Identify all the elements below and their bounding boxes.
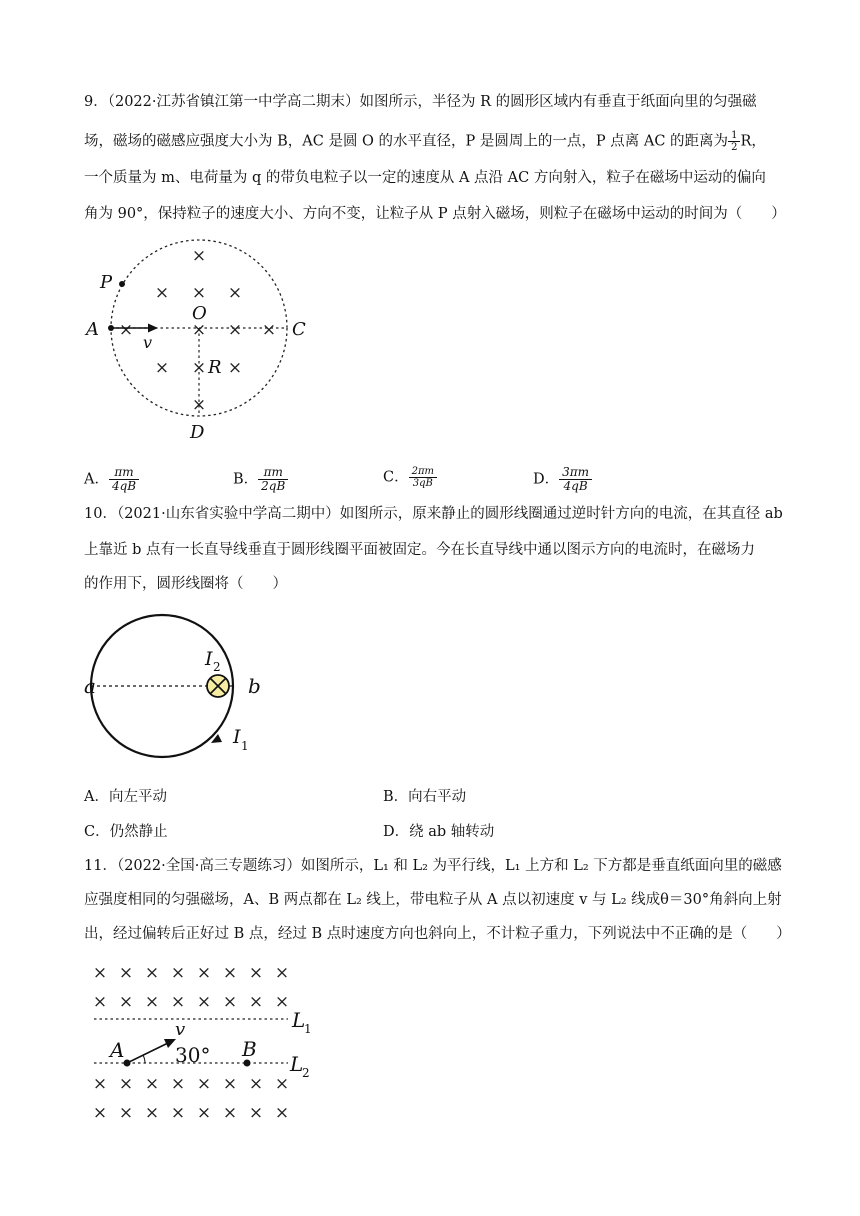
q11-label-L2: L <box>290 1052 304 1076</box>
q9-option-b-label: B． <box>233 471 259 488</box>
q11-cross: × <box>274 992 290 1012</box>
q9-option-d-fraction <box>559 466 592 493</box>
q9-cross: × <box>154 283 170 303</box>
q10-option-c-text: 仍然静止 <box>109 824 168 840</box>
q10-option-d-label: D． <box>383 824 410 840</box>
q11-cross: × <box>118 1103 134 1123</box>
q9-line-4: 角为 90°，保持粒子的速度大小、方向不变，让粒子从 P 点射入磁场，则粒子在磁场中运动的时间为（ ） <box>84 206 786 222</box>
q9-half-denominator: 2 <box>731 142 738 153</box>
q10-option-a-text: 向左平动 <box>108 789 167 805</box>
q10-label-I2-sub: 2 <box>213 660 221 674</box>
q11-cross: × <box>92 1103 108 1123</box>
q9-cross: × <box>191 246 207 266</box>
q10-line-3: 的作用下，圆形线圈将（ ） <box>84 576 287 592</box>
q9-line-2 <box>84 130 766 153</box>
q9-label-R: R <box>208 357 222 378</box>
q11-cross: × <box>196 992 212 1012</box>
q11-label-B: B <box>242 1037 257 1061</box>
q9-option-d-numerator: 3πm <box>559 466 592 480</box>
q11-line-3: 出，经过偏转后正好过 B 点，经过 B 点时速度方向也斜向上，不计粒子重力，下列说法中不正确的是（ ） <box>84 926 791 942</box>
q11-cross: × <box>248 963 264 983</box>
q11-cross: × <box>274 963 290 983</box>
q9-cross: × <box>227 358 243 378</box>
q10-label-a: a <box>84 674 96 698</box>
q9-half-numerator: 1 <box>728 130 740 142</box>
q11-line-2: 应强度相同的匀强磁场，A、B 两点都在 L₂ 线上，带电粒子从 A 点以初速度 v 与 L₂ 线成θ＝30°角斜向上射 <box>84 892 782 908</box>
q9-label-C: C <box>292 319 306 340</box>
q11-label-L1: L <box>292 1008 306 1032</box>
q10-label-I1: I <box>233 726 241 748</box>
q11-cross: × <box>170 1074 186 1094</box>
q9-option-a-denominator: 4qB <box>111 479 137 493</box>
q11-cross: × <box>196 1103 212 1123</box>
q10-option-b[interactable] <box>383 787 466 807</box>
q9-cross: × <box>191 358 207 378</box>
q11-velocity-arrow <box>127 1043 168 1063</box>
q11-cross: × <box>118 1074 134 1094</box>
q9-fraction-half <box>728 130 740 153</box>
q11-cross: × <box>170 963 186 983</box>
q10-option-d-text: 绕 ab 轴转动 <box>409 824 495 840</box>
q9-cross: × <box>227 320 243 340</box>
q10-line-1: 10．（2021·山东省实验中学高二期中）如图所示，原来静止的圆形线圈通过逆时针方向的电流，在其直径 ab <box>84 506 783 522</box>
q9-cross: × <box>261 320 277 340</box>
q11-crosses-top <box>93 963 289 1012</box>
q11-label-L2-sub: 2 <box>302 1066 310 1080</box>
q11-angle-arc <box>143 1055 145 1063</box>
q11-cross: × <box>144 1074 160 1094</box>
q11-cross: × <box>144 963 160 983</box>
q11-cross: × <box>118 992 134 1012</box>
q9-figure <box>80 230 320 445</box>
q10-option-a-label: A． <box>84 789 109 805</box>
q9-cross: × <box>227 283 243 303</box>
q9-velocity-arrowhead <box>148 324 158 333</box>
q9-label-A: A <box>86 319 99 340</box>
q9-option-d-label: D． <box>533 471 560 488</box>
q9-line-3: 一个质量为 m、电荷量为 q 的带负电粒子以一定的速度从 A 点沿 AC 方向射入，粒子在磁场中运动的偏向 <box>84 170 766 186</box>
q9-label-D: D <box>190 422 205 443</box>
q9-cross: × <box>118 320 134 340</box>
q11-cross: × <box>222 1103 238 1123</box>
q10-line-2: 上靠近 b 点有一长直导线垂直于圆形线圈平面被固定。今在长直导线中通以图示方向的电流时，在磁场力 <box>84 542 755 558</box>
q10-option-d[interactable] <box>383 822 494 842</box>
q10-label-I1-sub: 1 <box>241 739 249 753</box>
q9-field-crosses <box>119 246 276 415</box>
q9-option-c-fraction <box>409 466 437 489</box>
q11-cross: × <box>170 992 186 1012</box>
q9-cross: × <box>191 320 207 340</box>
q10-option-a[interactable] <box>84 787 167 807</box>
q11-label-L1-sub: 1 <box>304 1022 312 1036</box>
q11-cross: × <box>170 1103 186 1123</box>
q10-option-b-text: 向右平动 <box>408 789 467 805</box>
q9-option-b-fraction <box>258 466 288 493</box>
q9-label-v: v <box>143 333 153 352</box>
q11-cross: × <box>118 963 134 983</box>
q11-cross: × <box>274 1103 290 1123</box>
q9-option-a-label: A． <box>84 471 109 488</box>
q11-cross: × <box>222 963 238 983</box>
q11-cross: × <box>92 1074 108 1094</box>
q11-cross: × <box>248 1103 264 1123</box>
q9-cross: × <box>154 358 170 378</box>
q11-cross: × <box>144 1103 160 1123</box>
q9-option-b[interactable] <box>233 466 288 493</box>
q9-option-a-fraction <box>109 466 139 493</box>
q11-cross: × <box>196 1074 212 1094</box>
q9-line-2b: R， <box>740 133 766 150</box>
q11-cross: × <box>144 992 160 1012</box>
q11-cross: × <box>92 963 108 983</box>
q9-option-c-denominator: 3qB <box>412 478 433 489</box>
q9-label-O: O <box>192 303 207 324</box>
q11-line-1: 11．（2022·全国·高三专题练习）如图所示，L₁ 和 L₂ 为平行线，L₁ 上方和 L₂ 下方都是垂直纸面向里的磁感 <box>84 858 782 874</box>
q9-option-c-label: C． <box>383 469 409 486</box>
q11-point-A <box>124 1060 131 1067</box>
q9-option-c[interactable] <box>383 466 437 489</box>
q10-label-I2: I <box>205 648 213 670</box>
q9-point-P <box>119 281 125 287</box>
q11-cross: × <box>248 992 264 1012</box>
q11-cross: × <box>222 1074 238 1094</box>
q9-label-P: P <box>100 272 113 293</box>
q10-label-b: b <box>248 674 261 698</box>
q10-option-c[interactable] <box>84 822 168 842</box>
q9-option-a[interactable] <box>84 466 139 493</box>
q9-line-1: 9．（2022·江苏省镇江第一中学高二期末）如图所示，半径为 R 的圆形区域内有垂直于纸面向里的匀强磁 <box>84 94 757 110</box>
q11-cross: × <box>92 992 108 1012</box>
q9-option-c-numerator: 2πm <box>409 466 437 478</box>
q9-option-b-denominator: 2qB <box>261 479 286 493</box>
q9-option-d-denominator: 4qB <box>563 479 588 493</box>
q9-cross: × <box>191 283 207 303</box>
q10-figure <box>80 610 280 760</box>
q11-cross: × <box>222 992 238 1012</box>
q11-figure <box>80 955 340 1165</box>
q11-label-angle: 30° <box>175 1043 211 1067</box>
q9-line-2a: 场，磁场的磁感应强度大小为 B，AC 是圆 O 的水平直径，P 是圆周上的一点，P 点离 AC 的距离为 <box>84 133 729 150</box>
q11-crosses-bottom <box>93 1074 289 1123</box>
q11-label-v: v <box>175 1019 186 1040</box>
q11-label-A: A <box>110 1038 125 1062</box>
q9-option-b-numerator: πm <box>258 466 288 480</box>
q11-cross: × <box>274 1074 290 1094</box>
q9-option-a-numerator: πm <box>109 466 139 480</box>
q10-option-c-label: C． <box>84 824 110 840</box>
q9-option-d[interactable] <box>533 466 592 493</box>
q9-cross: × <box>191 395 207 415</box>
q11-cross: × <box>196 963 212 983</box>
q9-point-A <box>108 325 114 331</box>
q10-option-b-label: B． <box>383 789 409 805</box>
q11-cross: × <box>248 1074 264 1094</box>
